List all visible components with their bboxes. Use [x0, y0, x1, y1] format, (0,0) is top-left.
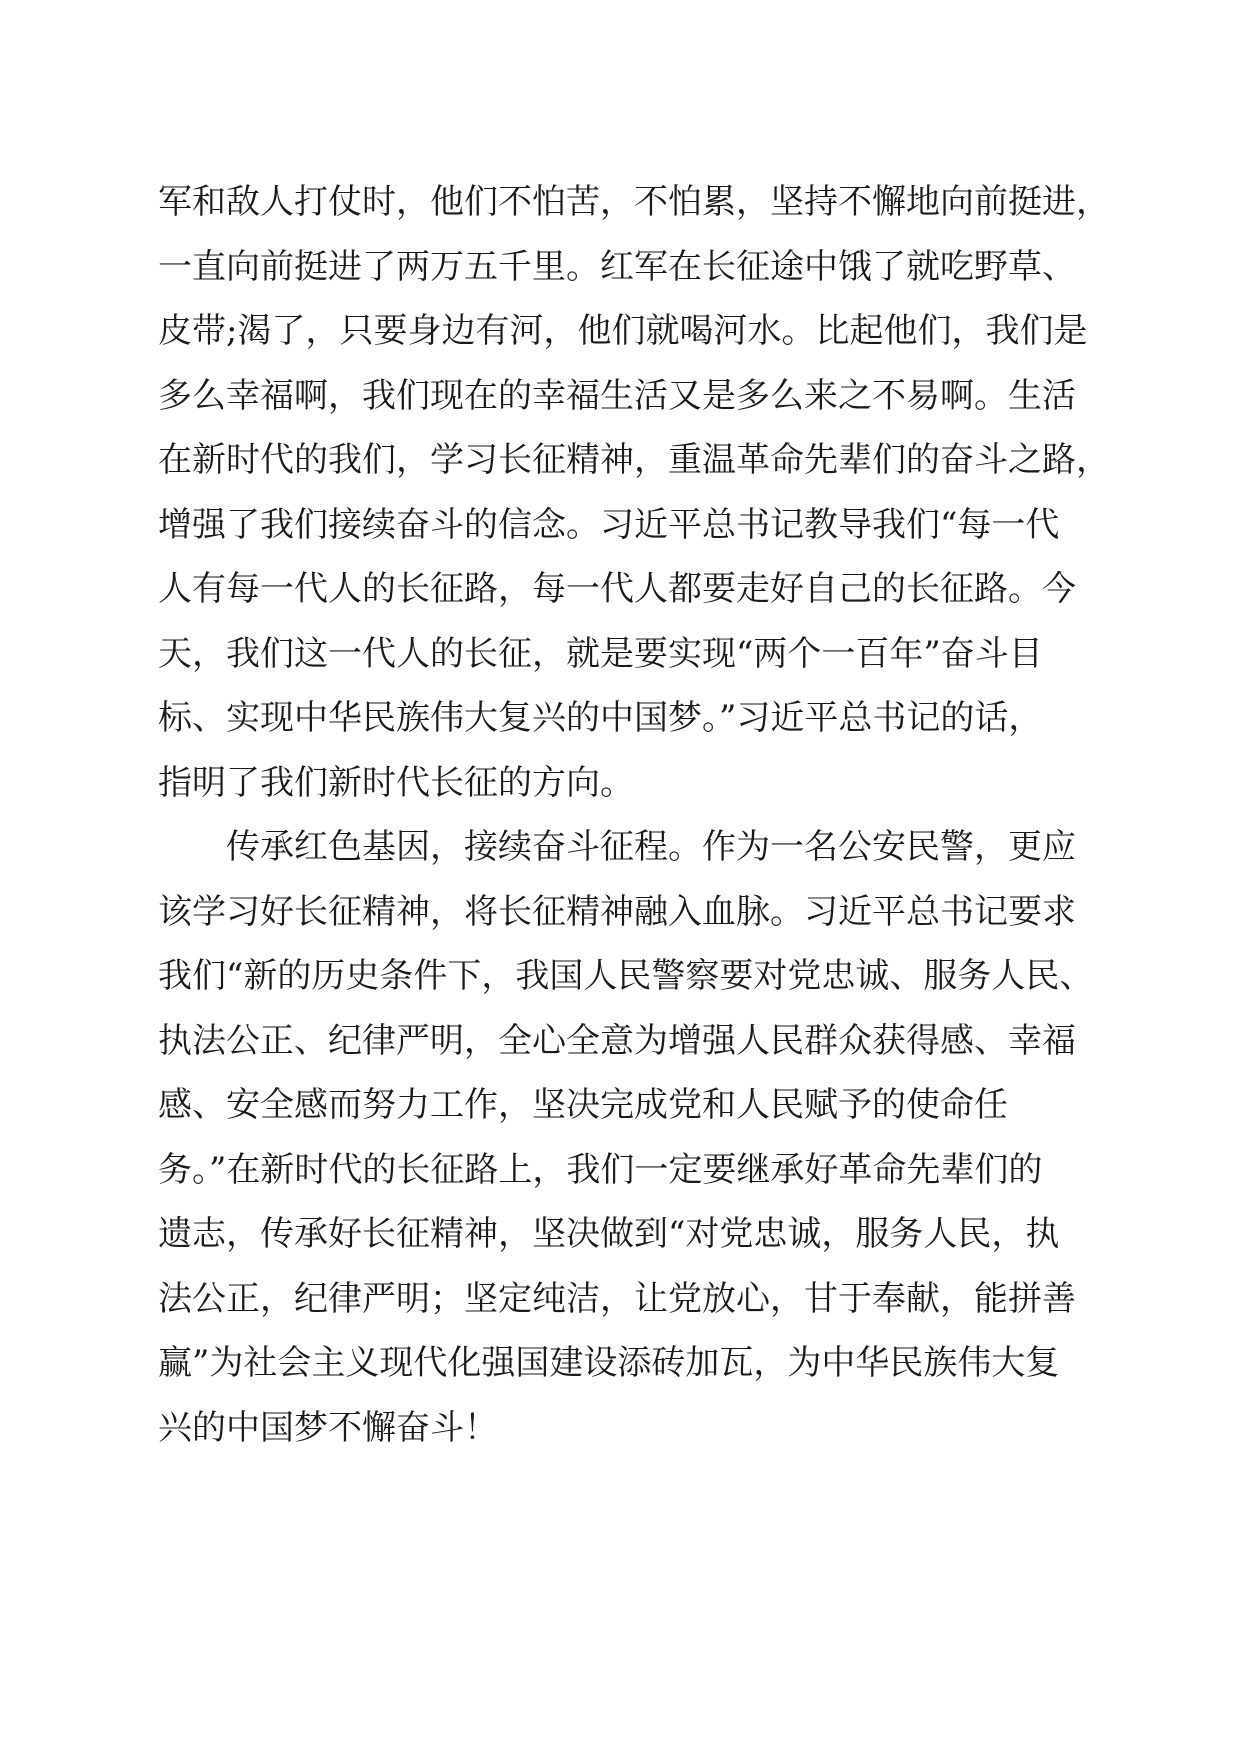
text-line: 我们“新的历史条件下，我国人民警察要对党忠诚、服务人民、	[158, 956, 1094, 996]
text-line: 皮带;渴了，只要身边有河，他们就喝河水。比起他们，我们是	[158, 311, 1088, 351]
text-line: 法公正，纪律严明；坚定纯洁，让党放心，甘于奉献，能拼善	[158, 1278, 1076, 1319]
text-line: 该学习好长征精神，将长征精神融入血脉。习近平总书记要求	[158, 891, 1076, 932]
text-line: 赢”为社会主义现代化强国建设添砖加瓦，为中华民族伟大复	[158, 1343, 1060, 1383]
text-line: 执法公正、纪律严明，全心全意为增强人民群众获得感、幸福	[158, 1020, 1076, 1061]
text-line: 人有每一代人的长征路，每一代人都要走好自己的长征路。今	[158, 569, 1076, 609]
document-body	[158, 170, 1110, 1460]
text-line: 感、安全感而努力工作，坚决完成党和人民赋予的使命任	[158, 1085, 1008, 1125]
text-line: 天，我们这一代人的长征，就是要实现“两个一百年”奋斗目	[158, 633, 1043, 674]
text-line: 增强了我们接续奋斗的信念。习近平总书记教导我们“每一代	[158, 504, 1060, 545]
text-line: 兴的中国梦不懈奋斗！	[158, 1407, 498, 1448]
paragraph-1	[158, 170, 1110, 815]
text-line: 遗志，传承好长征精神，坚决做到“对党忠诚，服务人民，执	[158, 1214, 1060, 1254]
paragraph-2	[158, 815, 1098, 1460]
text-line: 在新时代的我们，学习长征精神，重温革命先辈们的奋斗之路，	[158, 440, 1110, 480]
text-line: 务。”在新时代的长征路上，我们一定要继承好革命先辈们的	[158, 1149, 1043, 1190]
text-line: 一直向前挺进了两万五千里。红军在长征途中饿了就吃野草、	[158, 246, 1076, 287]
text-line: 标、实现中华民族伟大复兴的中国梦。”习近平总书记的话，	[158, 698, 1043, 738]
text-line: 指明了我们新时代长征的方向。	[158, 762, 634, 803]
text-line: 军和敌人打仗时，他们不怕苦，不怕累，坚持不懈地向前挺进，	[158, 182, 1110, 222]
text-line: 多么幸福啊，我们现在的幸福生活又是多么来之不易啊。生活	[158, 375, 1076, 416]
text-line-indented: 传承红色基因，接续奋斗征程。作为一名公安民警，更应	[226, 827, 1076, 867]
